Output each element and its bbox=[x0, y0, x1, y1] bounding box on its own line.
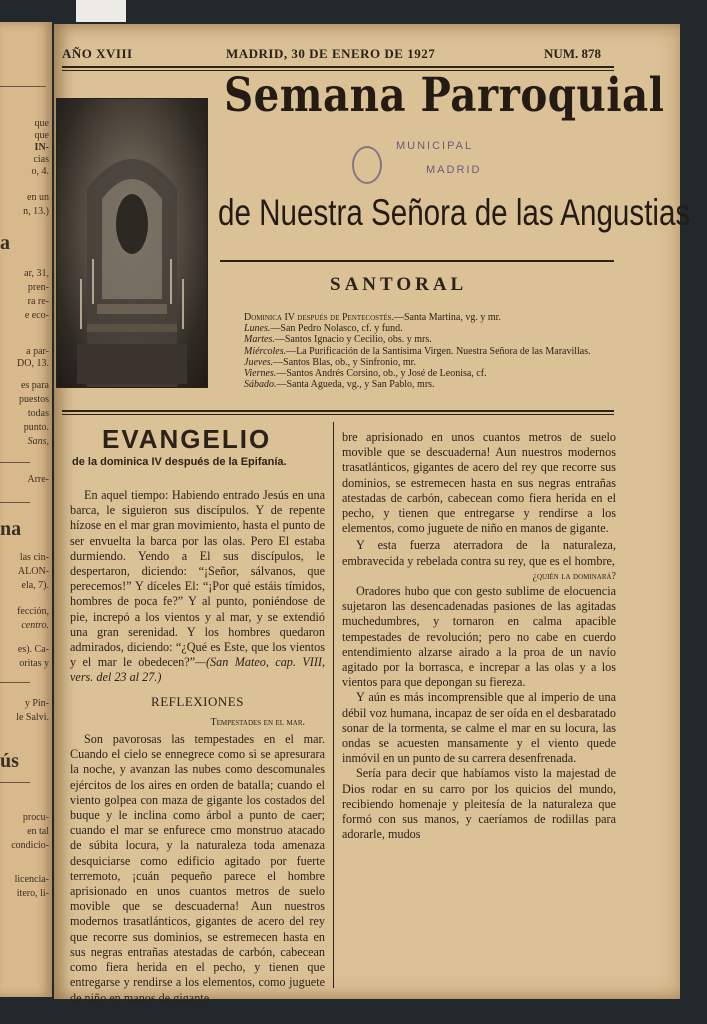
divider bbox=[0, 462, 30, 463]
section-rule bbox=[62, 410, 614, 412]
reflexiones-continued: bre aprisionado en unos cuantos metros de suelo movible que se descuaderna! Aun nuestros modernos trasatlánticos, gigantes de acero del rey que recorre sus dominios, se estremecen hasta en sus negras entrañas atestadas de carbón, cabecean como fiera herida en el pecho, y tienen que entregarse y rendirse a los elementos, como juguete de niño en manos de gigante. bbox=[342, 430, 616, 536]
prev-fragment: y Pin- bbox=[24, 698, 49, 709]
reflexiones-paragraph: Sería para decir que habíamos visto la majestad de Dios rodar en su carro por los quicios del mundo, recibiendo homenaje y pleitesía de la naturaleza que formó con sus manos, y caeríamos de rodillas para adorarle, mudos bbox=[342, 766, 616, 842]
masthead-title: Semana Parroquial bbox=[224, 68, 665, 123]
prev-fragment: condicio- bbox=[11, 840, 49, 851]
prev-fragment: licencia- bbox=[14, 874, 49, 885]
santoral-entry bbox=[244, 357, 604, 368]
prev-fragment: es). Ca- bbox=[17, 644, 49, 655]
reflexiones-paragraph: Y aún es más incomprensible que al imperio de una débil voz humana, incapaz de ser oída en el desbaratado sonar de la tormenta, se calme el mar en su locura, las ondas se acuesten mansamente y el viento quede inmóvil en un punto de su carrera desenfrenada. bbox=[342, 690, 616, 766]
santoral-entry bbox=[244, 368, 604, 379]
prev-fragment: oritas y bbox=[19, 658, 49, 669]
divider bbox=[0, 502, 30, 503]
stamp-line: MADRID bbox=[426, 164, 482, 176]
prev-fragment: a par- bbox=[26, 346, 49, 357]
reflexiones-paragraph: Y esta fuerza aterradora de la naturaleza, embravecida y rebelada contra su rey, que es el hombre, bbox=[342, 538, 616, 568]
gospel-text: En aquel tiempo: Habiendo entrado Jesús en una barca, le siguieron sus discípulos. Y de repente hízose en el mar gran movimiento, hasta el punto de ser envuelta la barca por las olas. Pero El estaba durmiendo. Yendo a El sus discípulos, le despertaron, diciendo: “¡Señor, sálvanos, que perecemos!” Y díceles El: “¡Por qué estáis tímidos, hombres de poca fe?” Y al punto, poniéndose de pie, increpó a los vientos y al mar, y se extendió una gran serenidad. Y los hombres quedaron admirados, diciendo: “¿Qué es Este, que los vientos y el mar le obedecen?” bbox=[70, 488, 325, 670]
prev-fragment: e eco- bbox=[24, 310, 49, 321]
santoral-text: —Santos Blas, ob., y Sinfronio, mr. bbox=[273, 356, 416, 368]
santoral-day: Dominica IV después de Pentecostés. bbox=[244, 312, 394, 323]
santoral-entry bbox=[244, 334, 604, 345]
prev-fragment: procu- bbox=[22, 812, 49, 823]
prev-fragment: le Salvi. bbox=[16, 712, 49, 723]
prev-fragment: es para bbox=[20, 380, 49, 391]
santoral-title: SANTORAL bbox=[330, 274, 468, 295]
previous-page-edge bbox=[0, 22, 52, 997]
stamp-line: MUNICIPAL bbox=[396, 140, 474, 152]
prev-fragment: cias bbox=[33, 154, 49, 165]
prev-fragment: o, 4. bbox=[31, 166, 49, 177]
evangelio-title: EVANGELIO bbox=[102, 424, 272, 454]
prev-fragment: ela, 7). bbox=[21, 580, 49, 591]
stamp-seal-icon bbox=[352, 146, 382, 184]
divider bbox=[0, 782, 30, 783]
reflexiones-subtitle: Tempestades en el mar. bbox=[210, 716, 305, 728]
santoral-text: —Santos Ignacio y Cecilio, obs. y mrs. bbox=[274, 334, 432, 346]
prev-fragment: itero, li- bbox=[16, 888, 49, 899]
evangelio-subtitle: de la dominica IV después de la Epifanía. bbox=[72, 456, 287, 468]
issue-number: NUM. 878 bbox=[544, 46, 602, 61]
santoral-entry bbox=[244, 323, 604, 334]
santoral-entry bbox=[244, 379, 604, 390]
issue-date: MADRID, 30 DE ENERO DE 1927 bbox=[226, 46, 436, 61]
newspaper-page bbox=[54, 24, 691, 1005]
santoral-entry bbox=[244, 346, 604, 357]
santoral-text: —Santa Martina, vg. y mr. bbox=[394, 312, 501, 323]
prev-fragment: que bbox=[34, 130, 49, 141]
prev-fragment: na bbox=[0, 518, 22, 540]
prev-fragment: ar, 31, bbox=[24, 268, 49, 279]
gospel-paragraph bbox=[70, 488, 325, 686]
altar-photo bbox=[56, 98, 208, 388]
santoral-day: Miércoles. bbox=[244, 345, 287, 357]
santoral-day: Lunes. bbox=[244, 323, 271, 335]
library-stamp bbox=[344, 138, 529, 188]
issue-year: AÑO XVIII bbox=[62, 46, 133, 61]
left-column bbox=[70, 488, 326, 1005]
prev-fragment: Arre- bbox=[27, 474, 49, 485]
prev-fragment: DO, 13. bbox=[17, 358, 49, 369]
masthead-subtitle: de Nuestra Señora de las Angustias bbox=[218, 192, 691, 233]
santoral-day: Jueves. bbox=[244, 356, 274, 368]
divider bbox=[0, 86, 46, 87]
santoral-day: Viernes. bbox=[244, 368, 277, 380]
reflexiones-title: REFLEXIONES bbox=[151, 693, 244, 709]
reflexiones-question: ¿quién la dominará? bbox=[532, 570, 616, 582]
prev-fragment: en tal bbox=[27, 826, 49, 837]
altar-illustration bbox=[57, 99, 207, 387]
section-rule bbox=[62, 414, 614, 415]
prev-fragment: ALON- bbox=[17, 566, 49, 577]
divider bbox=[0, 682, 30, 683]
santoral-list bbox=[244, 312, 604, 390]
prev-fragment: Sans, bbox=[27, 436, 49, 447]
prev-fragment: n, 13.) bbox=[23, 206, 49, 217]
santoral-text: —San Pedro Nolasco, cf. y fund. bbox=[270, 323, 403, 335]
santoral-day: Martes. bbox=[244, 334, 275, 346]
prev-fragment: todas bbox=[27, 408, 49, 419]
gospel-citation: —(San Mateo, cap. VIII, vers. del 23 al 27.) bbox=[70, 655, 326, 685]
prev-fragment: a bbox=[0, 232, 10, 254]
reflexiones-paragraph: Son pavorosas las tempestades en el mar. Cuando el cielo se ennegrece como si se apresurara la noche, y avanzan las nubes como descomunales ejércitos de los aires en orden de batalla; cuando el viento golpea con maza de gigante los costados del buque y le inclina como árbol a punto de caer; cuando el mar se enfurece cmo monstruo atacado de súbita locura, y la naturaleza toda amenaza desquiciarse como edificio agitado por fuerte terremoto, ¡cuán pequeño parece el hombre aprisionado en unos cuantos metros de suelo movible que se descuaderna! Aun nuestros modernos trasatlánticos, gigantes de acero del rey que recorre sus dominios, se estremecen hasta en sus negras entrañas atestadas de carbón, cabecean como fiera herida en el pecho, y tienen que entregarse y rendirse a los elementos, como juguete de niño en manos de gigante. bbox=[70, 732, 325, 1005]
column-divider bbox=[333, 422, 334, 988]
prev-fragment: IN- bbox=[34, 142, 49, 153]
santoral-text: —Santos Andrés Corsino, ob., y José de Leonisa, cf. bbox=[276, 368, 487, 380]
prev-fragment: centro. bbox=[21, 620, 49, 631]
prev-fragment: puestos bbox=[19, 394, 49, 405]
right-column bbox=[342, 430, 616, 842]
prev-fragment: en un bbox=[27, 192, 49, 203]
prev-fragment: pren- bbox=[27, 282, 49, 293]
prev-fragment: fección, bbox=[17, 606, 49, 617]
prev-fragment: que bbox=[34, 118, 49, 129]
prev-fragment: ús bbox=[0, 750, 19, 772]
santoral-text: —Santa Agueda, vg., y San Pablo, mrs. bbox=[276, 379, 435, 391]
santoral-entry bbox=[244, 312, 604, 323]
paper-tab bbox=[76, 0, 126, 22]
prev-fragment: las cin- bbox=[19, 552, 49, 563]
prev-fragment: ra re- bbox=[27, 296, 49, 307]
santoral-text: —La Purificación de la Santísima Virgen. Nuestra Señora de las Maravillas. bbox=[286, 345, 591, 357]
prev-fragment: punto. bbox=[23, 422, 49, 433]
masthead-rule bbox=[220, 260, 614, 262]
santoral-day: Sábado. bbox=[244, 379, 277, 391]
reflexiones-paragraph: Oradores hubo que con gesto sublime de elocuencia sujetaron las desencadenadas pasiones de las agitadas muchedumbres, y tornaron en calma apacible tempestades de revolución; pero no cabe en cuerdo entendimiento alzarse airado a la proa de un navío agitado por la borrasca, e increpar a las olas y a los vientos para que depongan su fiereza. bbox=[342, 584, 616, 690]
